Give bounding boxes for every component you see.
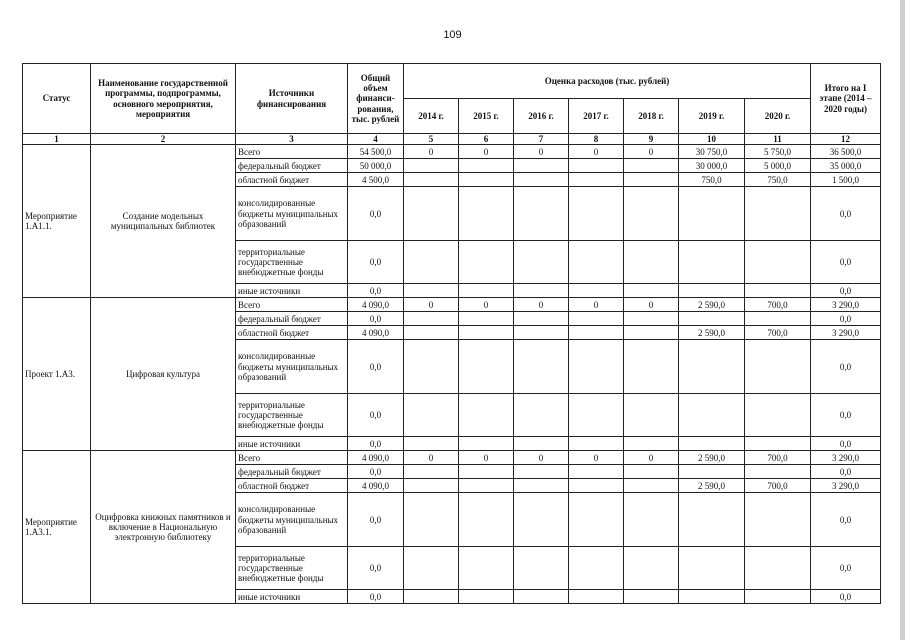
- year-2018-cell: [624, 590, 679, 604]
- source-cell: территориальные государственные внебюджетные фонды: [236, 394, 348, 437]
- year-2019-cell: 30 000,0: [679, 159, 745, 173]
- year-2018-cell: [624, 465, 679, 479]
- year-2020-cell: 700,0: [745, 326, 811, 340]
- source-cell: областной бюджет: [236, 326, 348, 340]
- year-2016-cell: 0: [514, 451, 569, 465]
- year-2016-cell: [514, 547, 569, 590]
- year-2019-cell: 2 590,0: [679, 479, 745, 493]
- source-cell: иные источники: [236, 284, 348, 298]
- header-year: 2015 г.: [459, 99, 514, 134]
- year-2016-cell: [514, 465, 569, 479]
- year-2016-cell: 0: [514, 145, 569, 159]
- program-name-cell: Оцифровка книжных памятников и включение в Национальную электронную библиотеку: [91, 451, 236, 604]
- status-cell: Мероприятие 1.А1.1.: [23, 145, 91, 298]
- year-2020-cell: [745, 590, 811, 604]
- year-2016-cell: 0: [514, 298, 569, 312]
- year-2017-cell: [569, 465, 624, 479]
- year-2015-cell: [459, 493, 514, 547]
- year-2017-cell: 0: [569, 451, 624, 465]
- source-cell: иные источники: [236, 590, 348, 604]
- year-2014-cell: [404, 284, 459, 298]
- year-2014-cell: [404, 159, 459, 173]
- year-2019-cell: 2 590,0: [679, 451, 745, 465]
- year-2016-cell: [514, 173, 569, 187]
- total-cell: 0,0: [348, 465, 404, 479]
- year-2019-cell: [679, 187, 745, 241]
- header-year: 2016 г.: [514, 99, 569, 134]
- source-cell: областной бюджет: [236, 173, 348, 187]
- year-2014-cell: [404, 241, 459, 284]
- year-2014-cell: [404, 312, 459, 326]
- total-cell: 4 500,0: [348, 173, 404, 187]
- year-2015-cell: [459, 590, 514, 604]
- year-2019-cell: [679, 394, 745, 437]
- column-number: 10: [679, 134, 745, 145]
- column-number: 2: [91, 134, 236, 145]
- source-cell: федеральный бюджет: [236, 312, 348, 326]
- year-2017-cell: [569, 326, 624, 340]
- year-2019-cell: [679, 340, 745, 394]
- year-2014-cell: [404, 173, 459, 187]
- year-2015-cell: [459, 547, 514, 590]
- year-2018-cell: [624, 547, 679, 590]
- stage-total-cell: 0,0: [811, 465, 881, 479]
- year-2017-cell: [569, 187, 624, 241]
- year-2016-cell: [514, 312, 569, 326]
- year-2020-cell: [745, 187, 811, 241]
- year-2017-cell: 0: [569, 298, 624, 312]
- year-2018-cell: 0: [624, 145, 679, 159]
- year-2019-cell: 2 590,0: [679, 298, 745, 312]
- year-2016-cell: [514, 326, 569, 340]
- year-2018-cell: [624, 340, 679, 394]
- year-2020-cell: [745, 241, 811, 284]
- header-year: 2014 г.: [404, 99, 459, 134]
- scan-edge: [900, 0, 905, 640]
- year-2018-cell: [624, 326, 679, 340]
- header-year: 2017 г.: [569, 99, 624, 134]
- year-2017-cell: [569, 159, 624, 173]
- year-2017-cell: [569, 479, 624, 493]
- year-2015-cell: 0: [459, 145, 514, 159]
- header-name: Наименование государственной программы, подпрограммы, основного мероприятия, мероприятия: [91, 64, 236, 134]
- year-2019-cell: [679, 547, 745, 590]
- year-2015-cell: [459, 159, 514, 173]
- year-2015-cell: 0: [459, 451, 514, 465]
- header-sources: Источники финансирования: [236, 64, 348, 134]
- year-2014-cell: [404, 326, 459, 340]
- total-cell: 50 000,0: [348, 159, 404, 173]
- status-cell: Мероприятие 1.А3.1.: [23, 451, 91, 604]
- stage-total-cell: 36 500,0: [811, 145, 881, 159]
- total-cell: 0,0: [348, 187, 404, 241]
- table-row: [23, 145, 881, 159]
- total-cell: 0,0: [348, 241, 404, 284]
- year-2019-cell: 2 590,0: [679, 326, 745, 340]
- year-2018-cell: 0: [624, 298, 679, 312]
- year-2015-cell: 0: [459, 298, 514, 312]
- year-2020-cell: 5 750,0: [745, 145, 811, 159]
- total-cell: 0,0: [348, 493, 404, 547]
- year-2014-cell: [404, 394, 459, 437]
- year-2017-cell: [569, 284, 624, 298]
- year-2014-cell: 0: [404, 298, 459, 312]
- year-2018-cell: [624, 437, 679, 451]
- year-2017-cell: [569, 493, 624, 547]
- source-cell: консолидированные бюджеты муниципальных образований: [236, 187, 348, 241]
- source-cell: федеральный бюджет: [236, 159, 348, 173]
- year-2019-cell: 750,0: [679, 173, 745, 187]
- year-2015-cell: [459, 394, 514, 437]
- stage-total-cell: 0,0: [811, 590, 881, 604]
- year-2020-cell: [745, 465, 811, 479]
- year-2017-cell: 0: [569, 145, 624, 159]
- year-2017-cell: [569, 437, 624, 451]
- column-number: 6: [459, 134, 514, 145]
- program-name-cell: Создание модельных муниципальных библиотек: [91, 145, 236, 298]
- stage-total-cell: 0,0: [811, 493, 881, 547]
- year-2018-cell: [624, 241, 679, 284]
- year-2018-cell: [624, 493, 679, 547]
- year-2014-cell: [404, 187, 459, 241]
- year-2019-cell: 30 750,0: [679, 145, 745, 159]
- header-stage-total: Итого на I этапе (2014 – 2020 годы): [811, 64, 881, 134]
- year-2016-cell: [514, 241, 569, 284]
- year-2016-cell: [514, 437, 569, 451]
- year-2020-cell: [745, 394, 811, 437]
- program-name-cell: Цифровая культура: [91, 298, 236, 451]
- year-2015-cell: [459, 187, 514, 241]
- year-2019-cell: [679, 241, 745, 284]
- column-number: 9: [624, 134, 679, 145]
- year-2017-cell: [569, 590, 624, 604]
- year-2016-cell: [514, 340, 569, 394]
- stage-total-cell: 3 290,0: [811, 479, 881, 493]
- stage-total-cell: 0,0: [811, 340, 881, 394]
- year-2015-cell: [459, 173, 514, 187]
- year-2020-cell: [745, 284, 811, 298]
- year-2015-cell: [459, 465, 514, 479]
- column-number: 11: [745, 134, 811, 145]
- stage-total-cell: 3 290,0: [811, 298, 881, 312]
- table-row: [23, 298, 881, 312]
- column-number: 12: [811, 134, 881, 145]
- table-row: [23, 451, 881, 465]
- total-cell: 0,0: [348, 547, 404, 590]
- year-2017-cell: [569, 173, 624, 187]
- year-2020-cell: [745, 312, 811, 326]
- year-2019-cell: [679, 465, 745, 479]
- year-2018-cell: [624, 284, 679, 298]
- year-2014-cell: [404, 547, 459, 590]
- column-number: 8: [569, 134, 624, 145]
- total-cell: 0,0: [348, 394, 404, 437]
- year-2018-cell: [624, 159, 679, 173]
- year-2015-cell: [459, 340, 514, 394]
- year-2014-cell: 0: [404, 145, 459, 159]
- total-cell: 0,0: [348, 312, 404, 326]
- source-cell: федеральный бюджет: [236, 465, 348, 479]
- year-2018-cell: [624, 479, 679, 493]
- stage-total-cell: 1 500,0: [811, 173, 881, 187]
- total-cell: 4 090,0: [348, 479, 404, 493]
- year-2020-cell: 750,0: [745, 173, 811, 187]
- status-cell: Проект 1.А3.: [23, 298, 91, 451]
- year-2018-cell: [624, 312, 679, 326]
- year-2020-cell: [745, 340, 811, 394]
- year-2019-cell: [679, 590, 745, 604]
- year-2019-cell: [679, 493, 745, 547]
- year-2019-cell: [679, 437, 745, 451]
- stage-total-cell: 3 290,0: [811, 451, 881, 465]
- total-cell: 0,0: [348, 340, 404, 394]
- column-number: 7: [514, 134, 569, 145]
- year-2019-cell: [679, 284, 745, 298]
- total-cell: 4 090,0: [348, 451, 404, 465]
- year-2015-cell: [459, 241, 514, 284]
- source-cell: иные источники: [236, 437, 348, 451]
- year-2015-cell: [459, 479, 514, 493]
- stage-total-cell: 0,0: [811, 312, 881, 326]
- stage-total-cell: 0,0: [811, 187, 881, 241]
- total-cell: 0,0: [348, 437, 404, 451]
- year-2015-cell: [459, 437, 514, 451]
- year-2018-cell: [624, 187, 679, 241]
- header-status: Статус: [23, 64, 91, 134]
- year-2014-cell: [404, 493, 459, 547]
- source-cell: территориальные государственные внебюджетные фонды: [236, 547, 348, 590]
- budget-table: [22, 63, 881, 604]
- stage-total-cell: 0,0: [811, 394, 881, 437]
- year-2016-cell: [514, 159, 569, 173]
- year-2017-cell: [569, 241, 624, 284]
- source-cell: Всего: [236, 298, 348, 312]
- source-cell: областной бюджет: [236, 479, 348, 493]
- header-total: Общий объем финанси-рования, тыс. рублей: [348, 64, 404, 134]
- year-2014-cell: [404, 479, 459, 493]
- total-cell: 0,0: [348, 590, 404, 604]
- year-2017-cell: [569, 547, 624, 590]
- year-2016-cell: [514, 284, 569, 298]
- year-2018-cell: 0: [624, 451, 679, 465]
- header-year: 2019 г.: [679, 99, 745, 134]
- year-2020-cell: [745, 493, 811, 547]
- year-2016-cell: [514, 590, 569, 604]
- year-2017-cell: [569, 394, 624, 437]
- column-number: 4: [348, 134, 404, 145]
- year-2014-cell: [404, 590, 459, 604]
- year-2016-cell: [514, 479, 569, 493]
- source-cell: Всего: [236, 145, 348, 159]
- stage-total-cell: 0,0: [811, 437, 881, 451]
- year-2014-cell: [404, 465, 459, 479]
- year-2020-cell: 700,0: [745, 451, 811, 465]
- header-year: 2018 г.: [624, 99, 679, 134]
- stage-total-cell: 3 290,0: [811, 326, 881, 340]
- total-cell: 4 090,0: [348, 298, 404, 312]
- stage-total-cell: 0,0: [811, 547, 881, 590]
- header-year: 2020 г.: [745, 99, 811, 134]
- column-number: 5: [404, 134, 459, 145]
- year-2017-cell: [569, 312, 624, 326]
- year-2017-cell: [569, 340, 624, 394]
- page-number: 109: [443, 29, 462, 41]
- source-cell: территориальные государственные внебюджетные фонды: [236, 241, 348, 284]
- source-cell: Всего: [236, 451, 348, 465]
- header-estimate: Оценка расходов (тыс. рублей): [404, 64, 811, 99]
- year-2016-cell: [514, 187, 569, 241]
- year-2015-cell: [459, 312, 514, 326]
- year-2014-cell: 0: [404, 451, 459, 465]
- year-2020-cell: 700,0: [745, 298, 811, 312]
- stage-total-cell: 0,0: [811, 241, 881, 284]
- total-cell: 0,0: [348, 284, 404, 298]
- year-2018-cell: [624, 173, 679, 187]
- stage-total-cell: 35 000,0: [811, 159, 881, 173]
- stage-total-cell: 0,0: [811, 284, 881, 298]
- year-2015-cell: [459, 326, 514, 340]
- year-2020-cell: 700,0: [745, 479, 811, 493]
- total-cell: 4 090,0: [348, 326, 404, 340]
- year-2016-cell: [514, 394, 569, 437]
- source-cell: консолидированные бюджеты муниципальных образований: [236, 340, 348, 394]
- year-2016-cell: [514, 493, 569, 547]
- total-cell: 54 500,0: [348, 145, 404, 159]
- year-2020-cell: [745, 547, 811, 590]
- year-2018-cell: [624, 394, 679, 437]
- column-number: 1: [23, 134, 91, 145]
- year-2019-cell: [679, 312, 745, 326]
- year-2014-cell: [404, 437, 459, 451]
- column-number: 3: [236, 134, 348, 145]
- year-2020-cell: 5 000,0: [745, 159, 811, 173]
- year-2015-cell: [459, 284, 514, 298]
- source-cell: консолидированные бюджеты муниципальных образований: [236, 493, 348, 547]
- year-2020-cell: [745, 437, 811, 451]
- year-2014-cell: [404, 340, 459, 394]
